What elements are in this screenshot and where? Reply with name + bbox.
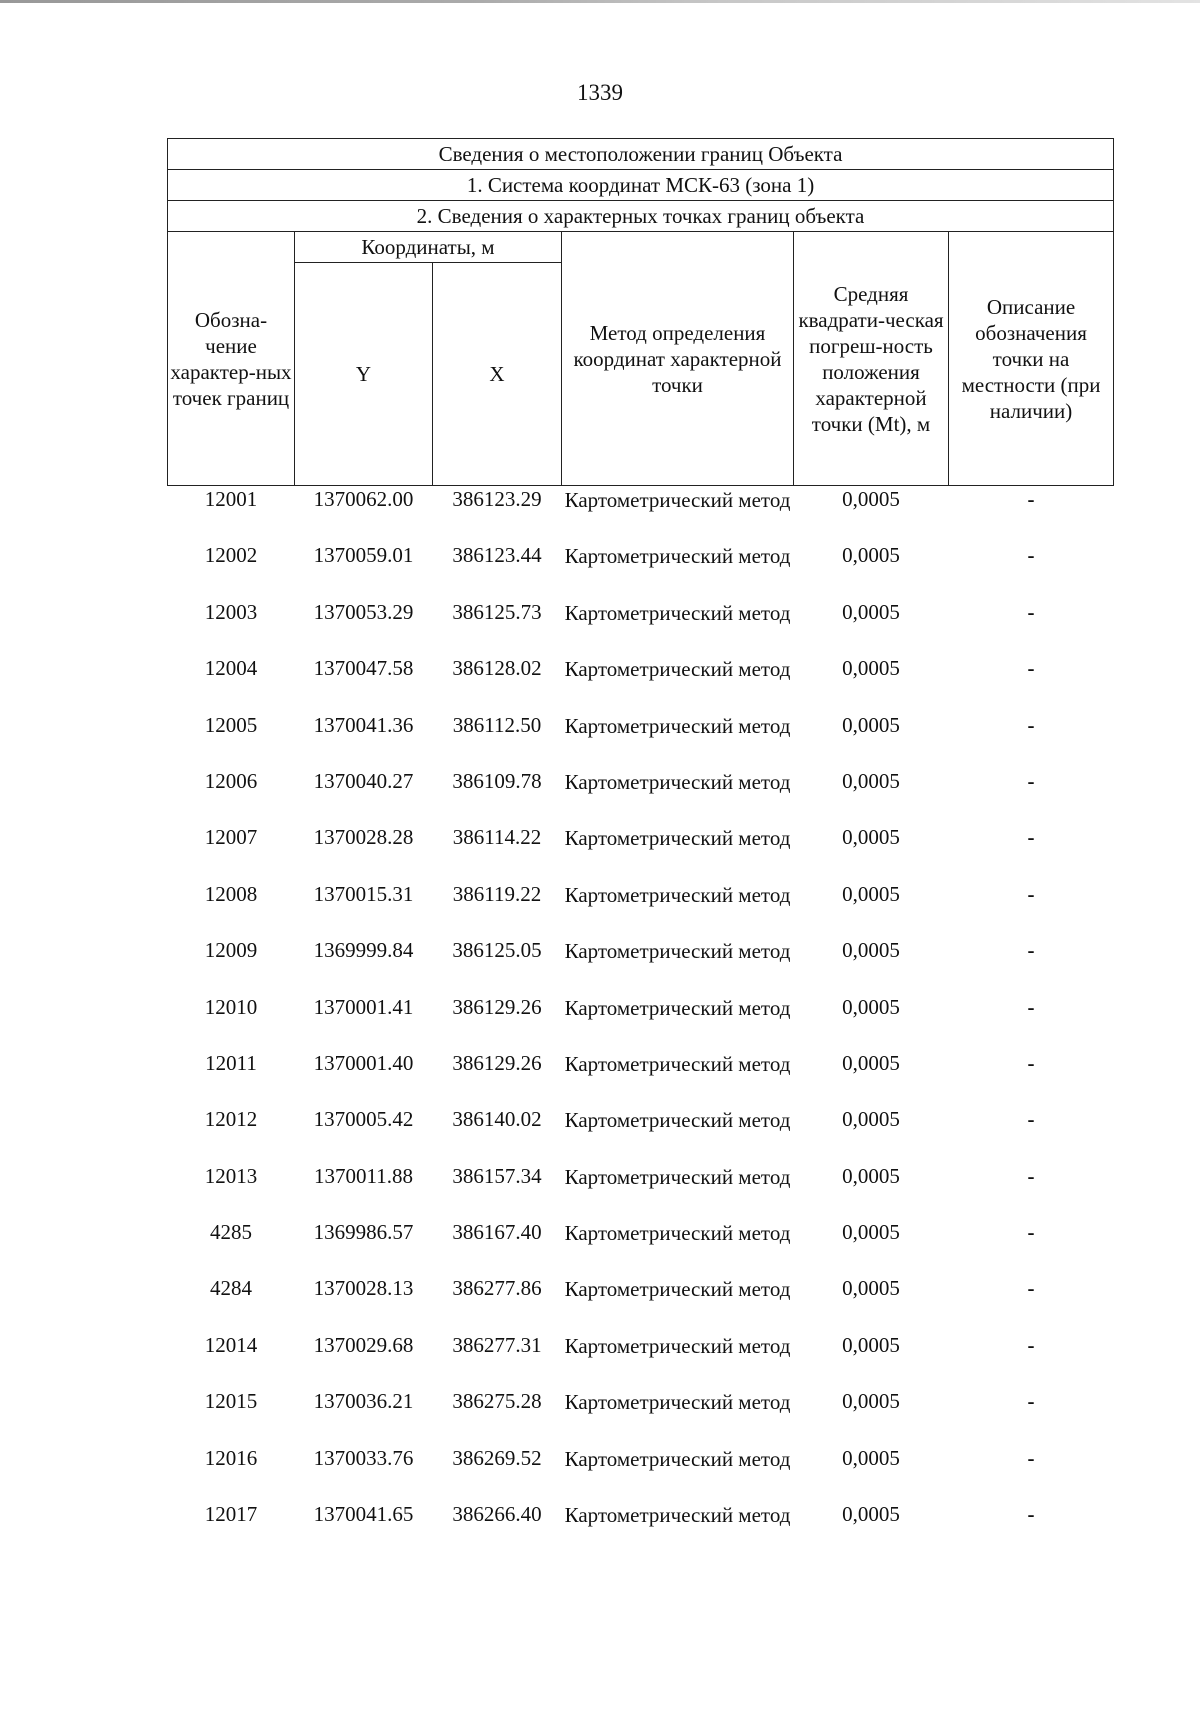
x-coordinate-cell: 386123.29 [452,487,542,511]
table-row [168,1219,1114,1275]
x-coordinate-cell: 386269.52 [452,1445,542,1470]
method-cell: Картометрический метод [564,1221,791,1246]
point-id-cell: 12009 [204,938,258,963]
x-coordinate-cell: 386125.73 [452,599,542,624]
method-cell: Картометрический метод [564,882,791,907]
point-id-cell: 12016 [204,1445,258,1470]
point-id-cell: 12001 [204,487,258,511]
method-cell: Картометрический метод [564,600,791,625]
error-cell: 0,0005 [842,712,900,737]
error-cell: 0,0005 [842,1276,900,1301]
description-cell: - [1027,1502,1035,1527]
y-coordinate-cell: 1370029.68 [313,1332,414,1357]
y-coordinate-cell: 1370062.00 [313,487,414,511]
coordinate-system-heading: 1. Система координат МСК-63 (зона 1) [168,170,1114,201]
error-cell: 0,0005 [842,1107,900,1132]
table-row [168,1275,1114,1331]
method-cell: Картометрический метод [564,1446,791,1471]
table-row [168,542,1114,598]
error-cell: 0,0005 [842,881,900,906]
x-coordinate-cell: 386157.34 [452,1163,542,1188]
y-coordinate-cell: 1370001.41 [313,994,414,1019]
y-coordinate-cell: 1370015.31 [313,881,414,906]
header-designation: Обозна-чение характер-ных точек границ [168,232,295,486]
method-cell: Картометрический метод [564,1164,791,1189]
x-coordinate-cell: 386277.86 [452,1276,542,1301]
method-cell: Картометрический метод [564,657,791,682]
method-cell: Картометрический метод [564,488,791,512]
header-error: Средняя квадрати-ческая погреш-ность положения характерной точки (Mt), м [794,232,949,486]
y-coordinate-cell: 1370041.36 [313,712,414,737]
x-coordinate-cell: 386129.26 [452,994,542,1019]
x-coordinate-cell: 386119.22 [452,881,542,906]
method-cell: Картометрический метод [564,1051,791,1076]
header-y: Y [295,263,433,486]
description-cell: - [1027,1220,1035,1245]
x-coordinate-cell: 386277.31 [452,1332,542,1357]
y-coordinate-cell: 1370040.27 [313,768,414,793]
header-method: Метод определения координат характерной точки [562,232,794,486]
x-coordinate-cell: 386114.22 [452,825,542,850]
description-cell: - [1027,768,1035,793]
error-cell: 0,0005 [842,543,900,568]
y-coordinate-cell: 1370047.58 [313,656,414,681]
description-cell: - [1027,994,1035,1019]
description-cell: - [1027,599,1035,624]
table-title: Сведения о местоположении границ Объекта [168,139,1114,170]
error-cell: 0,0005 [842,768,900,793]
point-id-cell: 12003 [204,599,258,624]
y-coordinate-cell: 1370005.42 [313,1107,414,1132]
table-row [168,712,1114,768]
page-number: 1339 [577,80,623,105]
point-id-cell: 12005 [204,712,258,737]
description-cell: - [1027,825,1035,850]
scan-edge-line [0,0,1200,3]
point-id-cell: 4285 [210,1220,252,1245]
x-coordinate-cell: 386123.44 [452,543,542,568]
point-id-cell: 12012 [204,1107,258,1132]
y-coordinate-cell: 1369986.57 [313,1220,414,1245]
method-cell: Картометрический метод [564,1390,791,1415]
table-row [168,1445,1114,1501]
table-row [168,1332,1114,1388]
description-cell: - [1027,543,1035,568]
description-cell: - [1027,487,1035,511]
point-id-cell: 12010 [204,994,258,1019]
point-id-cell: 12002 [204,543,258,568]
table-row [168,1106,1114,1162]
x-coordinate-cell: 386140.02 [452,1107,542,1132]
x-coordinate-cell: 386167.40 [452,1220,542,1245]
point-id-cell: 12014 [204,1332,258,1357]
description-cell: - [1027,1163,1035,1188]
y-coordinate-cell: 1370028.13 [313,1276,414,1301]
x-coordinate-cell: 386129.26 [452,1050,542,1075]
point-id-cell: 12013 [204,1163,258,1188]
x-coordinate-cell: 386112.50 [452,712,542,737]
error-cell: 0,0005 [842,994,900,1019]
y-coordinate-cell: 1370028.28 [313,825,414,850]
table-row [168,655,1114,711]
x-coordinate-cell: 386125.05 [452,938,542,963]
table-row [168,881,1114,937]
point-id-cell: 4284 [210,1276,252,1301]
description-cell: - [1027,881,1035,906]
y-coordinate-cell: 1370036.21 [313,1389,414,1414]
header-coordinates: Координаты, м [295,232,562,263]
error-cell: 0,0005 [842,825,900,850]
method-cell: Картометрический метод [564,769,791,794]
table-row [168,599,1114,655]
header-description: Описание обозначения точки на местности (при наличии) [949,232,1114,486]
description-cell: - [1027,712,1035,737]
y-coordinate-cell: 1370033.76 [313,1445,414,1470]
point-id-cell: 12017 [204,1502,258,1527]
description-cell: - [1027,1332,1035,1357]
x-coordinate-cell: 386266.40 [452,1502,542,1527]
method-cell: Картометрический метод [564,995,791,1020]
error-cell: 0,0005 [842,1050,900,1075]
boundary-points-table [167,138,1114,1557]
method-cell: Картометрический метод [564,1333,791,1358]
method-cell: Картометрический метод [564,544,791,569]
description-cell: - [1027,1050,1035,1075]
method-cell: Картометрический метод [564,1503,791,1528]
y-coordinate-cell: 1370059.01 [313,543,414,568]
error-cell: 0,0005 [842,1220,900,1245]
table-row [168,768,1114,824]
description-cell: - [1027,1107,1035,1132]
x-coordinate-cell: 386275.28 [452,1389,542,1414]
error-cell: 0,0005 [842,1445,900,1470]
table-row [168,824,1114,880]
error-cell: 0,0005 [842,599,900,624]
description-cell: - [1027,938,1035,963]
table-header [168,139,1114,486]
y-coordinate-cell: 1370001.40 [313,1050,414,1075]
method-cell: Картометрический метод [564,1277,791,1302]
point-id-cell: 12008 [204,881,258,906]
method-cell: Картометрический метод [564,826,791,851]
error-cell: 0,0005 [842,938,900,963]
y-coordinate-cell: 1370011.88 [314,1163,413,1188]
table-row [168,1163,1114,1219]
description-cell: - [1027,1389,1035,1414]
error-cell: 0,0005 [842,1502,900,1527]
error-cell: 0,0005 [842,1389,900,1414]
method-cell: Картометрический метод [564,939,791,964]
y-coordinate-cell: 1370053.29 [313,599,414,624]
point-id-cell: 12015 [204,1389,258,1414]
table-row [168,486,1114,543]
method-cell: Картометрический метод [564,1108,791,1133]
description-cell: - [1027,1445,1035,1470]
description-cell: - [1027,656,1035,681]
error-cell: 0,0005 [842,656,900,681]
error-cell: 0,0005 [842,487,900,511]
header-x: X [433,263,562,486]
x-coordinate-cell: 386128.02 [452,656,542,681]
table-row [168,1501,1114,1557]
description-cell: - [1027,1276,1035,1301]
y-coordinate-cell: 1369999.84 [313,938,414,963]
y-coordinate-cell: 1370041.65 [313,1502,414,1527]
table-body [168,486,1114,1558]
table-row [168,994,1114,1050]
section-heading: 2. Сведения о характерных точках границ объекта [168,201,1114,232]
table-row [168,1050,1114,1106]
point-id-cell: 12007 [204,825,258,850]
x-coordinate-cell: 386109.78 [452,768,542,793]
method-cell: Картометрический метод [564,713,791,738]
point-id-cell: 12004 [204,656,258,681]
error-cell: 0,0005 [842,1332,900,1357]
table-row [168,1388,1114,1444]
point-id-cell: 12011 [205,1050,257,1075]
point-id-cell: 12006 [204,768,258,793]
error-cell: 0,0005 [842,1163,900,1188]
table-row [168,937,1114,993]
